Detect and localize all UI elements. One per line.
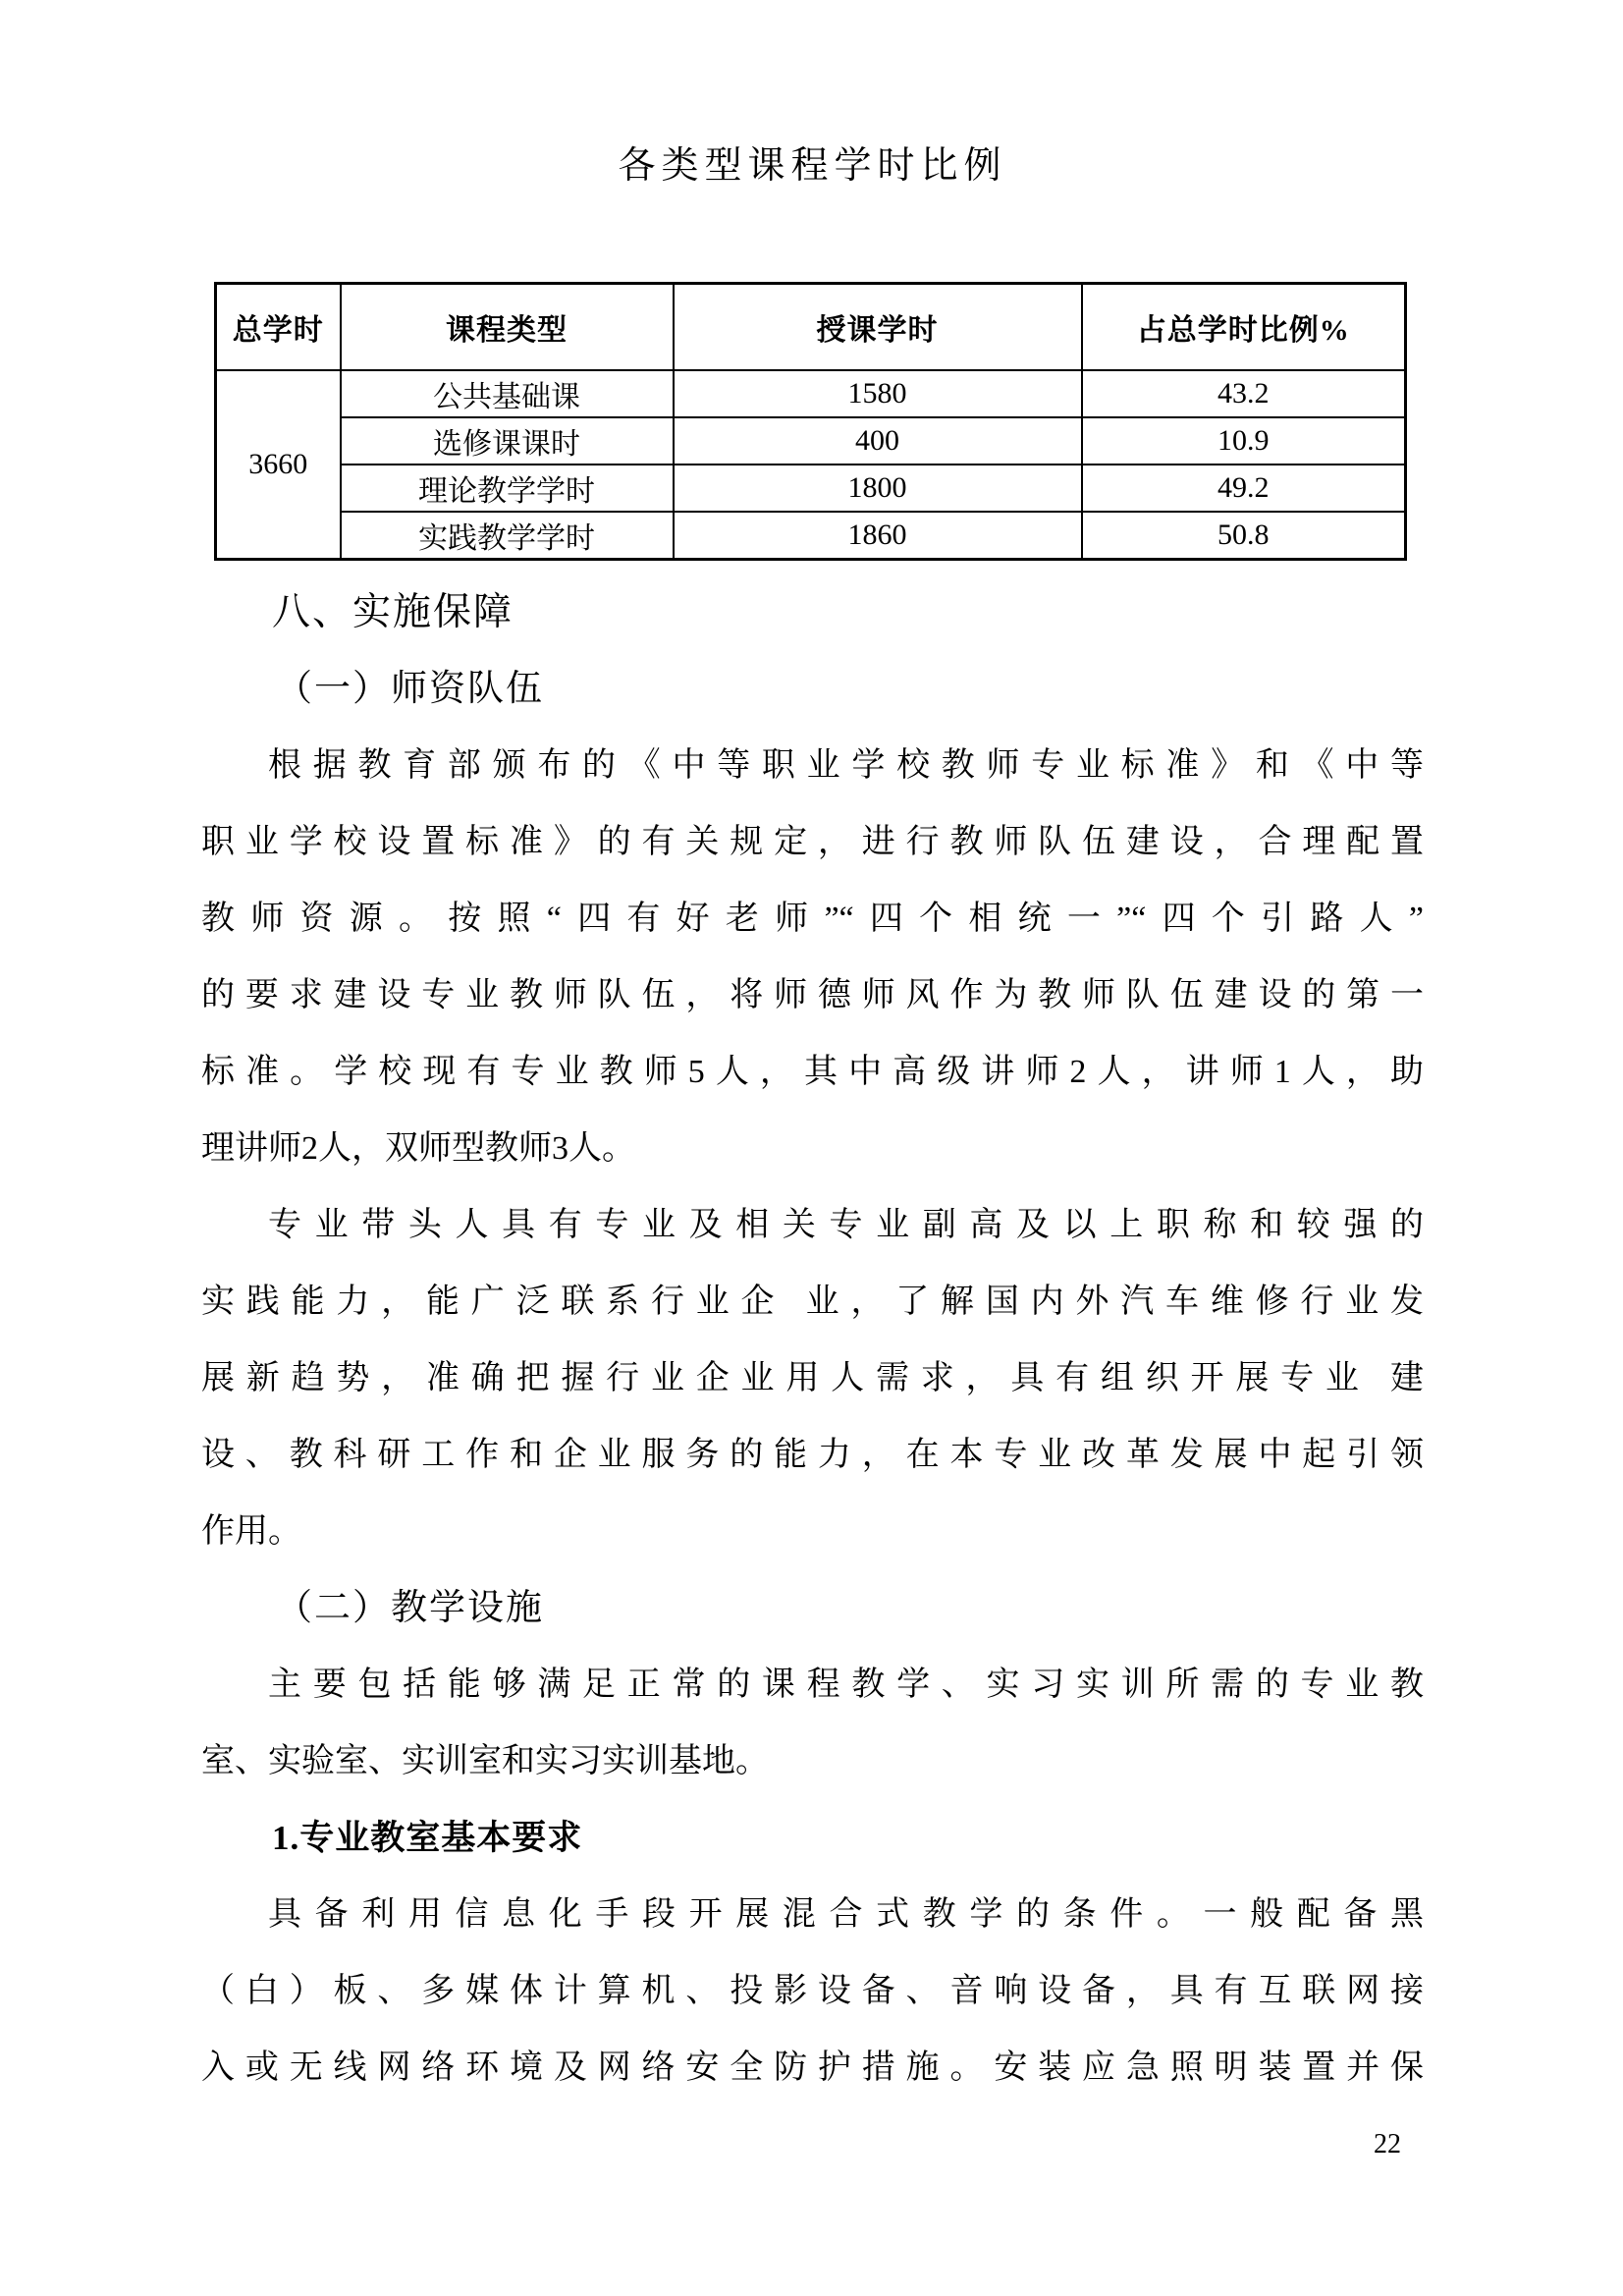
table-header-cell: 授课学时 (674, 284, 1082, 371)
text-line: 入或无线网络环境及网络安全防护措施。安装应急照明装置并保 (201, 2050, 1424, 2086)
teaching-hours-cell: 1580 (674, 370, 1082, 417)
table-row (216, 512, 1406, 560)
course-type-cell: 理论教学学时 (341, 465, 674, 512)
percent-cell: 10.9 (1082, 417, 1406, 465)
text-line: 作用。 (201, 1513, 301, 1550)
teaching-hours-cell: 1860 (674, 512, 1082, 560)
table-head (216, 284, 1406, 371)
table-header-cell: 占总学时比例% (1082, 284, 1406, 371)
percent-cell: 49.2 (1082, 465, 1406, 512)
paragraph (201, 1187, 1424, 1570)
page-number: 22 (1374, 2129, 1401, 2159)
text-line: 主要包括能够满足正常的课程教学、实习实训所需的专业教 (268, 1667, 1424, 1703)
text-line: 室、实验室、实训室和实习实训基地。 (201, 1743, 769, 1779)
text-line: 展新趋势，准确把握行业企业用人需求，具有组织开展专业 建 (201, 1360, 1424, 1396)
table-title: 各类型课程学时比例 (618, 145, 1007, 187)
document-body (201, 574, 1424, 2106)
percent-cell: 50.8 (1082, 512, 1406, 560)
table-header-row (216, 284, 1406, 371)
paragraph (201, 1877, 1424, 2106)
course-type-cell: 实践教学学时 (341, 512, 674, 560)
table-body (216, 370, 1406, 560)
course-type-cell: 公共基础课 (341, 370, 674, 417)
course-type-cell: 选修课课时 (341, 417, 674, 465)
text-line: 标准。学校现有专业教师5人，其中高级讲师2人，讲师1人，助 (201, 1054, 1424, 1090)
total-hours-cell: 3660 (216, 370, 341, 560)
text-line: （白）板、多媒体计算机、投影设备、音响设备，具有互联网接 (201, 1973, 1424, 2009)
table-header-cell: 总学时 (216, 284, 341, 371)
table-header-cell: 课程类型 (341, 284, 674, 371)
table-row (216, 465, 1406, 512)
course-hours-table (214, 282, 1407, 561)
text-line: 理讲师2人，双师型教师3人。 (201, 1130, 635, 1167)
heading3: 1.专业教室基本要求 (272, 1819, 583, 1857)
paragraph (201, 1647, 1424, 1800)
text-line: 的要求建设专业教师队伍，将师德师风作为教师队伍建设的第一 (201, 977, 1424, 1013)
text-line: 根据教育部颁布的《中等职业学校教师专业标准》和《中等 (268, 747, 1424, 784)
teaching-hours-cell: 1800 (674, 465, 1082, 512)
text-line: 具备利用信息化手段开展混合式教学的条件。一般配备黑 (268, 1896, 1424, 1933)
paragraph (201, 728, 1424, 1187)
heading1: 八、实施保障 (272, 591, 514, 633)
teaching-hours-cell: 400 (674, 417, 1082, 465)
percent-cell: 43.2 (1082, 370, 1406, 417)
heading2: （一）师资队伍 (276, 669, 544, 709)
text-line: 设、教科研工作和企业服务的能力，在本专业改革发展中起引领 (201, 1437, 1424, 1473)
text-line: 专业带头人具有专业及相关专业副高及以上职称和较强的 (268, 1207, 1424, 1243)
text-line: 教师资源。按照“四有好老师”“四个相统一”“四个引路人” (201, 901, 1424, 937)
text-line: 实践能力，能广泛联系行业企 业，了解国内外汽车维修行业发 (201, 1284, 1424, 1320)
table-row (216, 370, 1406, 417)
table-row (216, 417, 1406, 465)
heading2: （二）教学设施 (276, 1588, 544, 1628)
text-line: 职业学校设置标准》的有关规定，进行教师队伍建设，合理配置 (201, 824, 1424, 860)
